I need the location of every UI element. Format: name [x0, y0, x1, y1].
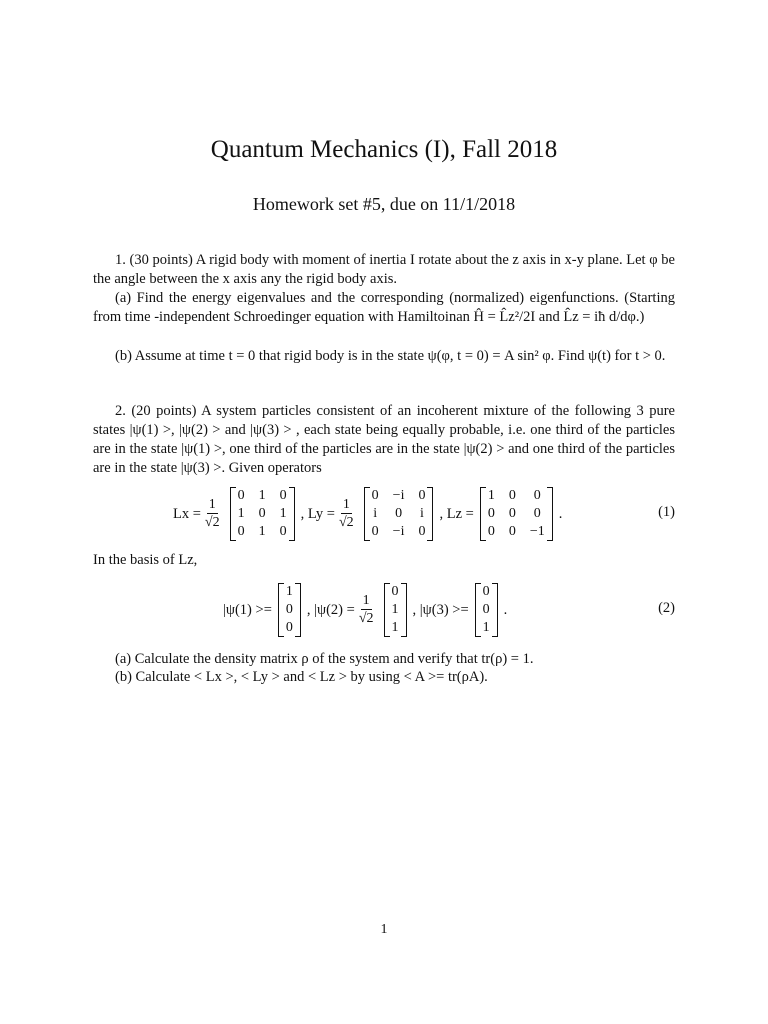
problem1-part-a: (a) Find the energy eigenvalues and the corresponding (normalized) eigenfunctions. (Starting from time -independent Schroedinger equation with Hamiltoinan Ĥ = L̂z²/2I and L̂z = iħ d/dφ.) [93, 290, 675, 325]
equation-1 [93, 484, 675, 544]
psi1-label: |ψ(1) >= [223, 601, 272, 618]
psi3-vector: 0 0 1 [475, 583, 498, 637]
psi2-prefactor: $\frac{1}{√2}$ [358, 592, 374, 626]
page-number: 1 [380, 922, 388, 937]
page-subtitle: Homework set #5, due on 11/1/2018 [252, 194, 516, 214]
eq1-period: . [558, 505, 563, 522]
page-title: Quantum Mechanics (I), Fall 2018 [210, 136, 558, 163]
ly-prefactor: $\frac{1}{√2}$ [338, 496, 354, 530]
lx-label: Lx = [173, 505, 201, 522]
basis-text: In the basis of Lz, [93, 552, 198, 568]
psi2-label: , |ψ(2) = [306, 601, 355, 618]
ly-matrix: 0 −i 0 i 0 i 0 −i 0 [364, 487, 434, 541]
lx-prefactor: $\frac{1}{√2}$ [204, 496, 220, 530]
psi2-vector: 0 1 1 [384, 583, 407, 637]
equation-2 [93, 580, 675, 640]
lz-matrix: 1 0 0 0 0 0 0 0 −1 [480, 487, 553, 541]
equation-number-2: (2) [658, 600, 675, 616]
eq2-period: . [503, 601, 508, 618]
psi1-vector: 1 0 0 [278, 583, 301, 637]
problem2-part-a: (a) Calculate the density matrix ρ of the system and verify that tr(ρ) = 1. [115, 651, 534, 667]
problem1-statement: 1. (30 points) A rigid body with moment of inertia I rotate about the z axis in x-y plane. Let φ be the angle between the x axis any the rigid body axis. [93, 252, 675, 287]
equation-number-1: (1) [658, 504, 675, 520]
problem2-part-b: (b) Calculate < Lx >, < Ly > and < Lz > by using < A >= tr(ρA). [115, 669, 488, 685]
problem1-part-b: (b) Assume at time t = 0 that rigid body is in the state ψ(φ, t = 0) = A sin² φ. Find ψ(t) for t > 0. [115, 348, 666, 364]
psi3-label: , |ψ(3) >= [412, 601, 469, 618]
problem2-intro: 2. (20 points) A system particles consistent of an incoherent mixture of the following 3 pure states |ψ(1) >, |ψ(2) > and |ψ(3) > , each state being equally probable, i.e. one third of the particles are in the state |ψ(1) >, one third of the particles are in the state |ψ(2) > and one third of the particles are in the state |ψ(3) >. Given operators [93, 403, 675, 476]
lx-matrix: 0 1 0 1 0 1 0 1 0 [230, 487, 295, 541]
lz-label: , Lz = [439, 505, 474, 522]
ly-label: , Ly = [300, 505, 335, 522]
